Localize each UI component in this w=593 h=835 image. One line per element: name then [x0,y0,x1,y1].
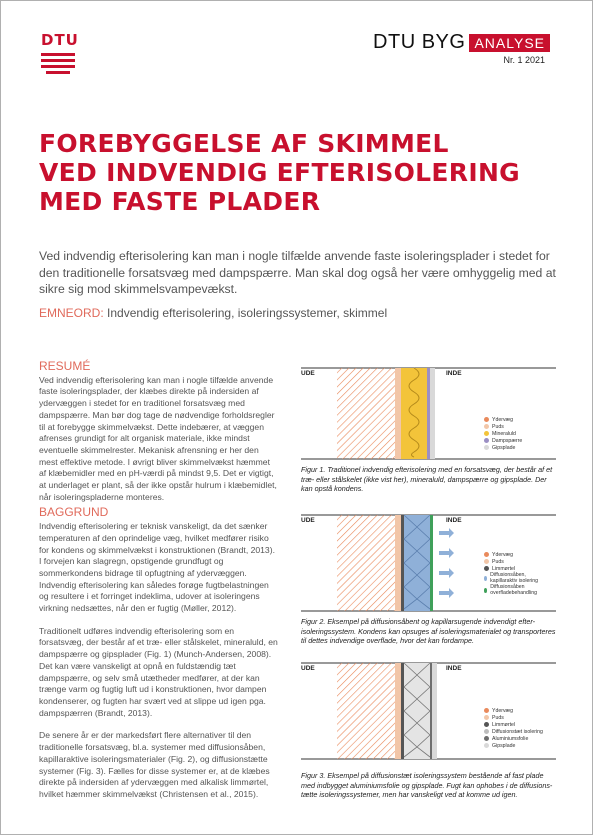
outer-wall [337,368,395,459]
capillary-insulation [404,515,430,611]
issue-number: Nr. 1 2021 [503,55,545,65]
figure-2-ude: UDE [301,517,315,524]
figure-3-inde: INDE [446,665,462,672]
brand-badge: ANALYSE [469,34,550,52]
figure-2 [301,513,556,648]
keywords-label: EMNEORD: [39,306,104,320]
baggrund-heading: BAGGRUND [39,505,109,520]
keywords [39,306,387,320]
page-title [39,129,559,216]
title-line-2: VED INDVENDIG EFTERISOLERING [39,158,520,187]
figure-2-legend: Ydervæg Puds Limmørtel Diffusionsåben, kapillaraktiv isolering Diffusionsåben overfladebehandling [484,551,544,596]
title-line-3: MED FASTE PLADER [39,187,321,216]
publication-brand [373,31,550,54]
resume-text: Ved indvendig efterisolering kan man i nogle tilfælde anvende faste isoleringsplader, der klæbes direkte på indersiden af ydervæggen i stedet for en traditionel forsatsvæg med dampspærre. Man bør dog tage de nødvendige forholdsregler til at forebygge skimmelvækst. Dette indebærer, at væggen afrenses grundigt for alt organisk materiale, ikke mindst eventuelle skimmelrester. Mekanisk afrensning er her den mest effektive metode. I øvrigt bliver skimmelvækst hæmmet af klæbemidler med en pH-værdi på mindst 9,5. Det er vigtigt, at underlaget er plant, så der ikke opstår hulrum i klæbemidlet, når isoleringspladerne monteres. [39,374,277,502]
figure-1-ude: UDE [301,370,315,377]
vapour-arrows [439,528,454,598]
baggrund-paragraph-2: Traditionelt udføres indvendig efterisolering som en forsatsvæg, der består af et træ- eller stålskelet, mineraluld, en dampspærre og gipsplader (Fig. 1) (Munch-Andersen, 2008). Det kan være vanskeligt at opnå en fuldstændig tæt dampspærre, og selv små utætheder medfører, at der kan trænge varm og fugtig luft ud i konstruktionen, hvor dampen kondenserer, og fugten har svært ved at slippe ud igen pga. dampspærren (Brandt, 2013). [39,625,278,718]
dtu-logo [41,31,81,77]
figure-3-legend: Ydervæg Puds Limmørtel Diffusionstæt isolering Aluminiumsfolie Gipsplade [484,707,543,749]
logo-bars-icon [41,53,81,74]
diffusion-tight-insulation [404,663,430,759]
figure-3-caption: Figur 3. Eksempel på diffusionstæt isoleringssystem bestående af fast plade med indbygget aluminiumsfolie og gipsplade. Fugt kan ophobes i de diffusions-tætte isoleringssystemer, men har vanskeligt ved at komme ud igen. [301,771,553,799]
figure-2-caption: Figur 2. Eksempel på diffusionsåbent og kapillarsugende indvendigt efter-isoleringssystem. Kondens kan opsuges af isoleringsmaterialet og transporteres til dettes indvendige overflade, hvor det kan fordampe. [301,617,556,645]
figure-3-ude: UDE [301,665,315,672]
title-line-1: FOREBYGGELSE AF SKIMMEL [39,129,449,158]
baggrund-paragraph-3: De senere år er der markedsført flere alternativer til den traditionelle forsatsvæg, bl.a. systemer med diffusionsåben, kapillaraktive isoleringsmaterialer (Fig. 2), og diffusionstætte systemer (Fig. 3). Fælles for disse systemer er, at de klæbes direkte på indersiden af ydervæggen med alkalisk limmørtel, hvilket hæmmer skimmelvækst (Christensen et al., 2015). [39,730,270,799]
keywords-text: Indvendig efterisolering, isoleringssystemer, skimmel [103,306,388,320]
figure-2-inde: INDE [446,517,462,524]
brand-name: DTU BYG [373,31,466,53]
figure-1 [301,366,556,496]
baggrund-paragraph-1: Indvendig efterisolering er teknisk vanskeligt, da det sænker temperaturen af den oprindelige væg, hvilket medfører risiko for kondens og skimmelvækst i konstruktionen (Brandt, 2013). I forvejen kan slagregn, opstigende grundfugt og sommerkondens bidrage til opfugtning af ydervæggen. Indvendig efterisolering kan således forøge fugtbelastningen og resultere i et forringet indeklima, udover at isoleringens virkning nedsættes, når den er fugtig (Møller, 2012). [39,521,275,614]
logo-text: DTU [41,31,79,49]
figure-1-legend: Ydervæg Puds Mineraluld Dampspærre Gipsplade [484,416,522,451]
left-column [39,361,279,812]
figure-1-inde: INDE [446,370,462,377]
figure-3 [301,661,556,801]
figure-1-caption: Figur 1. Traditionel indvendig efterisolering med en forsatsvæg, der består af et træ- eller stålskelet (ikke vist her), mineraluld, dampspærre og gipsplade. Der kan opstå kondens. [301,465,553,493]
intro-text: Ved indvendig efterisolering kan man i nogle tilfælde anvende faste isoleringsplader i stedet for den traditionelle forsatsvæg med dampspærre. Man skal dog også her være omhyggelig med at sikre sig mod skimmelsvampevækst. [39,249,556,296]
mineral-wool [401,368,427,459]
resume-heading: RESUMÉ [39,359,91,373]
